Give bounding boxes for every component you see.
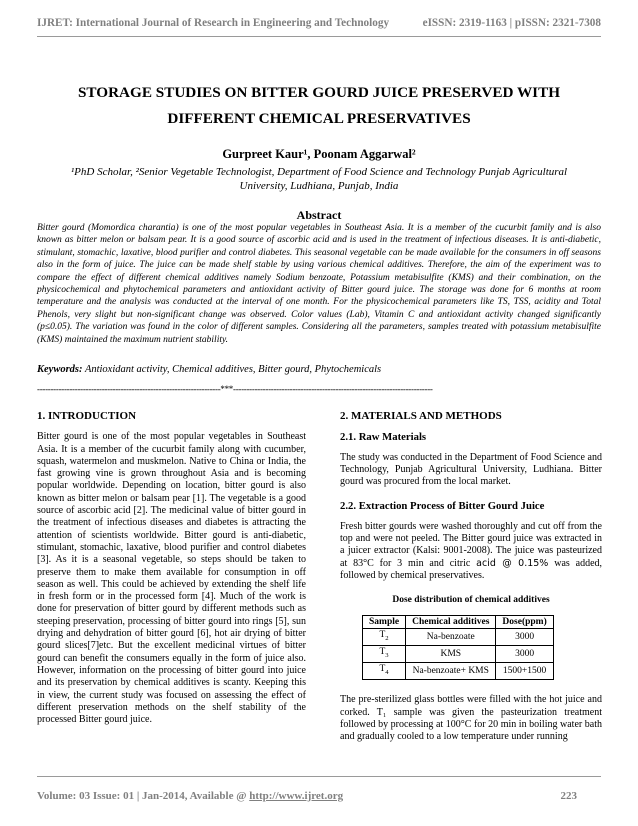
affiliation: ¹PhD Scholar, ²Senior Vegetable Technologist, Department of Food Science and Technology Punjab Agricultural University, Ludhiana, Punjab, India	[70, 166, 568, 192]
journal-url-link[interactable]: http://www.ijret.org	[249, 790, 344, 802]
footer-rule	[37, 776, 601, 777]
keywords-label: Keywords:	[37, 364, 83, 375]
header-rule	[37, 36, 601, 37]
table-caption: Dose distribution of chemical additives	[392, 595, 550, 606]
methods-heading: 2. MATERIALS AND METHODS	[340, 410, 502, 422]
additive-cell: Na-benzoate+ KMS	[406, 663, 496, 680]
title-line-2: DIFFERENT CHEMICAL PRESERVATIVES	[167, 110, 471, 127]
extraction-text-main: Fresh bitter gourds were washed thoroughly and cut off from the top and were not peeled. The Bitter gourd juice was extracted in a juicer extractor (Kalsi: 9001-2008). The juice was pasteurized at 83°C for 3 min and citric	[340, 520, 602, 569]
dose-table	[362, 615, 554, 681]
citric-acid-dose: acid @ 0.15%	[476, 557, 549, 569]
abstract-heading: Abstract	[296, 208, 342, 222]
col-header-additive: Chemical additives	[406, 615, 496, 628]
raw-materials-text: The study was conducted in the Department of Food Science and Technology, Punjab Agricultural University, Ludhiana. Bitter gourd was procured from the local market.	[340, 451, 602, 488]
extraction-heading: 2.2. Extraction Process of Bitter Gourd Juice	[340, 500, 545, 513]
intro-text: Bitter gourd is one of the most popular vegetables in Southeast Asia. It is a member of the cucurbit family along with cucumber, squash, watermelon and muskmelon. Native to China or India, the fast growing vine is grown throughout Asia and is becoming popular worldwide. Depending on location, bitter gourd is also known as bitter melon or balsam pear [1]. The vegetable is a good source of ascorbic acid [2]. The medicinal value of bitter gourd in the treatment of infectious diseases and diabetes is attracting the attention of scientists worldwide. Bitter gourd is anti-diabetic, stimulant, stomachic, laxative, blood purifier and control diabetes [3]. As it is a seasonal vegetable, so steps should be taken to preserve them to make them available for consumption in off season as well. This could be achieved by extending the shelf life in fresh form or in the processed form [4]. Much of the work is done for preservation of bitter gourd by different methods such as steeping preservation, processing of bitter gourd into rings [5], sun drying and dehydration of bitter gourd [6], hot air drying of bitter gourd slices[7]etc. But the excellent medicinal virtues of bitter gourd can benefit the consumers equally in the form of juice also. However, information on the processing of bitter gourd into juice and its preservation by chemical additives is scanty. Keeping this in view, the current study was focused on assessing the effect of different preservation methods on the shelf stability of the processed Bitter gourd juice.	[37, 431, 306, 726]
right-column	[340, 410, 602, 756]
table-header-row	[363, 615, 554, 628]
extraction-text-tail: was added, followed by chemical preservatives.	[340, 557, 603, 581]
dose-cell: 3000	[496, 628, 553, 645]
col-header-dose: Dose(ppm)	[496, 615, 553, 628]
sample-cell: $T_2$	[363, 628, 406, 645]
col-header-sample: Sample	[363, 615, 406, 628]
bottling-text: The pre-sterilized glass bottles were filled with the hot juice and corked. T₁ sample was given the pasteurization treatment followed by processing at 100°C for 20 min in boiling water bath and gradually cooled to a low temperature under running	[340, 694, 602, 743]
sample-cell: $T_4$	[363, 663, 406, 680]
additive-cell: KMS	[406, 646, 496, 663]
paper-title	[40, 80, 598, 132]
issn: eISSN: 2319-1163 | pISSN: 2321-7308	[422, 17, 601, 29]
extraction-text	[340, 521, 602, 582]
keywords	[37, 364, 601, 375]
table-row	[363, 628, 554, 645]
journal-name: IJRET: International Journal of Research in Engineering and Technology	[37, 17, 390, 29]
keywords-list: Antioxidant activity, Chemical additives, Bitter gourd, Phytochemicals	[84, 364, 382, 375]
additive-cell: Na-benzoate	[406, 628, 496, 645]
title-line-1: STORAGE STUDIES ON BITTER GOURD JUICE PRESERVED WITH	[77, 84, 561, 101]
running-footer	[37, 790, 601, 802]
authors: Gurpreet Kaur¹, Poonam Aggarwal²	[222, 147, 416, 161]
left-column	[37, 410, 306, 738]
page-number: 223	[560, 790, 577, 802]
table-row	[363, 663, 554, 680]
sample-cell: $T_3$	[363, 646, 406, 663]
table-row	[363, 646, 554, 663]
intro-heading: 1. INTRODUCTION	[37, 410, 137, 422]
raw-materials-heading: 2.1. Raw Materials	[340, 431, 427, 444]
abstract-text: Bitter gourd (Momordica charantia) is one of the most popular vegetables in Southeast Asia. It is a member of the cucurbit family and is also known as bitter melon or balsam pear. It is a good source of ascorbic acid and is used in the treatment of infectious diseases. It is anti-diabetic, stimulant, stomachic, laxative, blood purifier and control diabetes. This seasonal vegetable can be made available for the consumers in off seasons also in the form of juice. The juice can be made shelf stable by using various chemical additives. Therefore, the aim of the experiment was to compare the effect of different chemical additives namely Sodium benzoate, Potassium metabisulfite (KMS) and their combination, on the physicochemical and phytochemical parameters and antioxidant activity of Bitter gourd juice. The storage was done for 6 months at room temperature and the analysis was conducted at the interval of one month. For the physicochemical parameters like TS, TSS, acidity and Total Phenols, very slight but non-significant change was observed. Color values (Lab), Vitamin C and antioxidant activity changed significantly (p≤0.05). The variation was found in the color of different samples. Considering all the parameters, samples treated with potassium metabisulfite (KMS) maintained the maximum nutrient stability.	[37, 223, 601, 345]
dose-cell: 1500+1500	[496, 663, 553, 680]
section-separator: --------------------------------------------------------------------***--------------------------------------------------------------------------	[37, 384, 433, 394]
volume-info: Volume: 03 Issue: 01 | Jan-2014, Available @	[37, 790, 250, 802]
dose-cell: 3000	[496, 646, 553, 663]
